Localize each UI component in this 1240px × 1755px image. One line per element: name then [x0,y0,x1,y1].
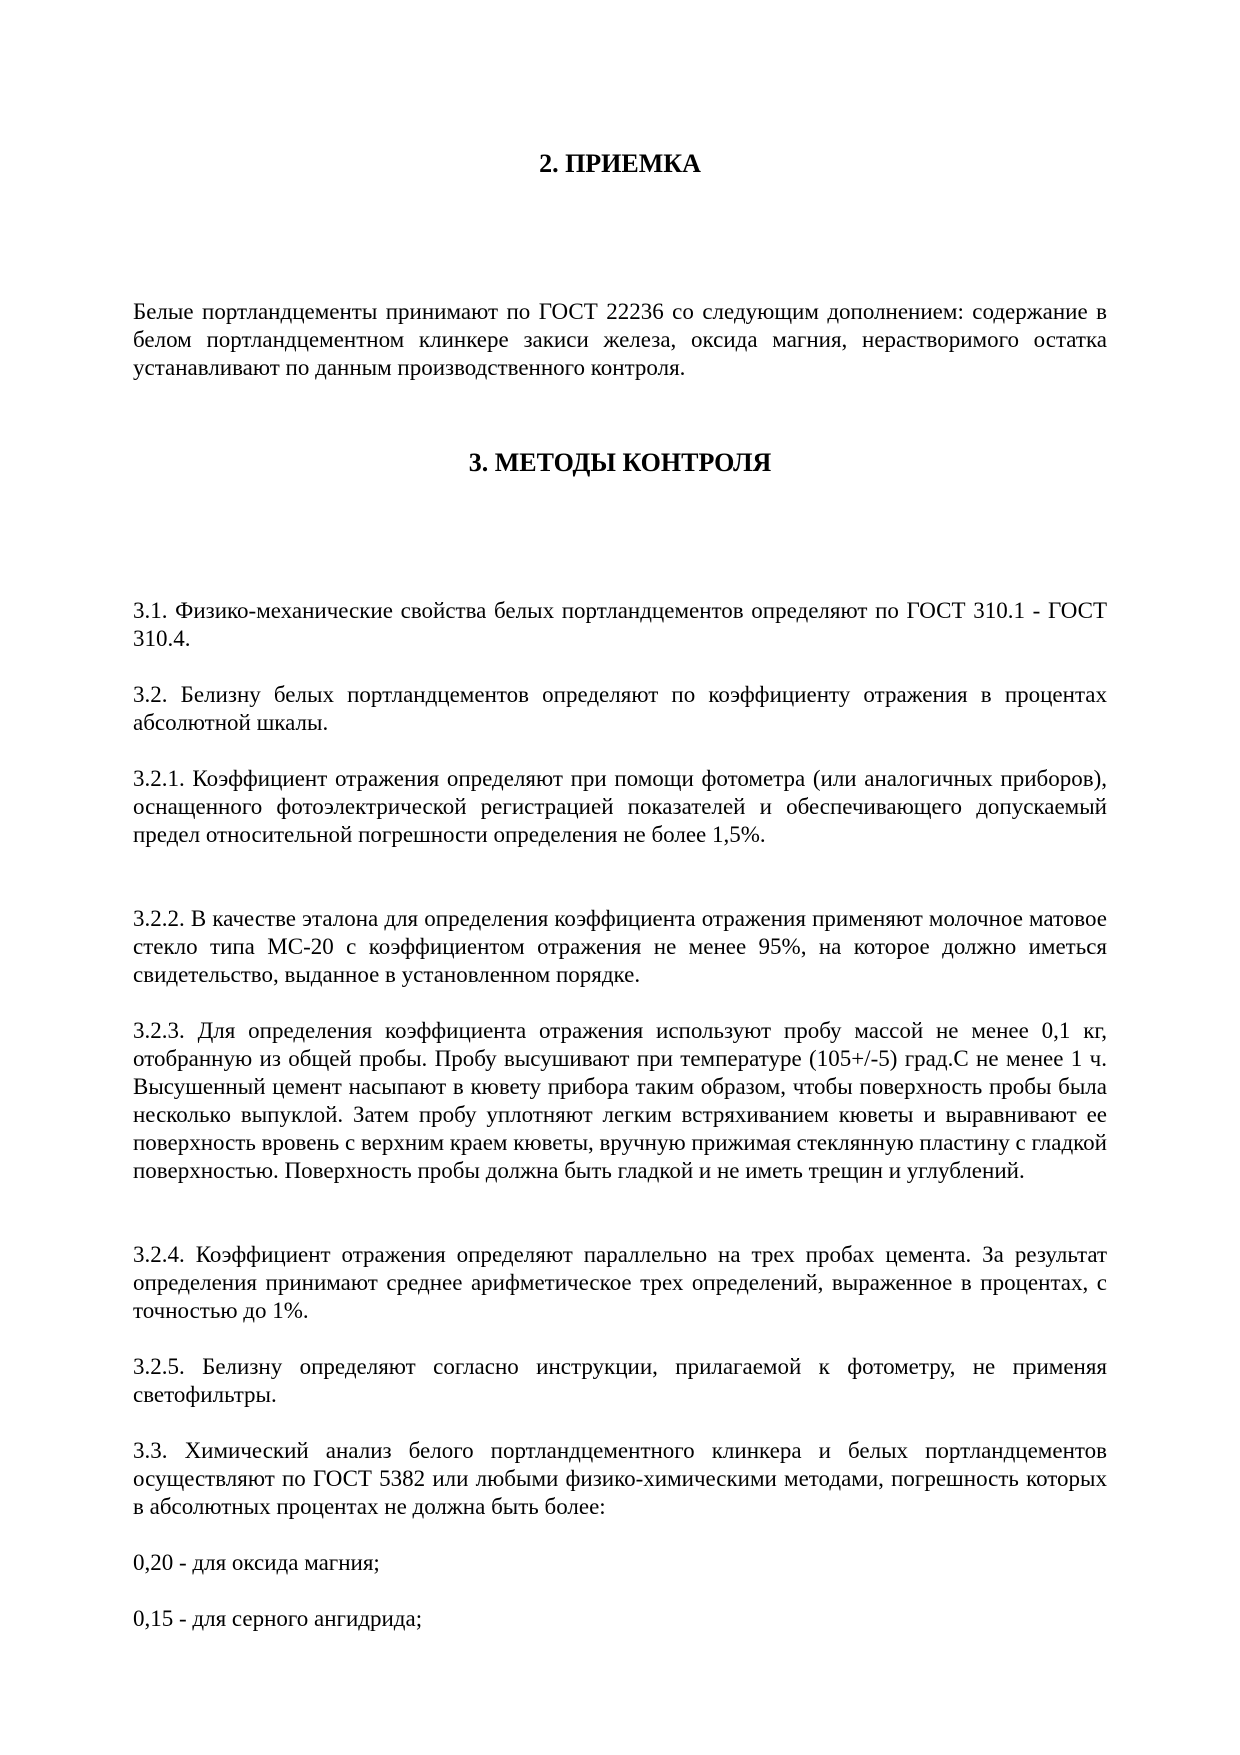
paragraph-3-2-2: 3.2.2. В качестве эталона для определения коэффициента отражения применяют молочное матовое стекло типа МС-20 с коэффициентом отражения не менее 95%, на которое должно иметься свидетельство, выданное в установленном порядке. [133,906,1107,987]
limit-item-sulfuric-anhydride: 0,15 - для серного ангидрида; [133,1606,423,1631]
section-title-acceptance: 2. ПРИЕМКА [539,149,701,178]
paragraph-3-2-1: 3.2.1. Коэффициент отражения определяют при помощи фотометра (или аналогичных приборов), оснащенного фотоэлектрической регистрацией показателей и обеспечивающего допускаемый предел относительной погрешности определения не более 1,5%. [133,766,1107,847]
paragraph-3-2-4: 3.2.4. Коэффициент отражения определяют параллельно на трех пробах цемента. За результат определения принимают среднее арифметическое трех определений, выраженное в процентах, с точностью до 1%. [133,1242,1107,1323]
limit-item-magnesium-oxide: 0,20 - для оксида магния; [133,1550,380,1575]
paragraph-acceptance: Белые портландцементы принимают по ГОСТ 22236 со следующим дополнением: содержание в белом портландцементном клинкере закиси железа, оксида магния, нерастворимого остатка устанавливают по данным производственного контроля. [133,299,1107,380]
paragraph-3-3: 3.3. Химический анализ белого портландцементного клинкера и белых портландцементов осуществляют по ГОСТ 5382 или любыми физико-химическими методами, погрешность которых в абсолютных процентах не должна быть более: [133,1438,1107,1519]
section-title-methods: 3. МЕТОДЫ КОНТРОЛЯ [468,448,772,477]
paragraph-3-1: 3.1. Физико-механические свойства белых портландцементов определяют по ГОСТ 310.1 - ГОСТ 310.4. [133,598,1107,651]
paragraph-3-2-3: 3.2.3. Для определения коэффициента отражения используют пробу массой не менее 0,1 кг, отобранную из общей пробы. Пробу высушивают при температуре (105+/-5) град.С не менее 1 ч. Высушенный цемент насыпают в кювету прибора таким образом, чтобы поверхность пробы была несколько выпуклой. Затем пробу уплотняют легким встряхиванием кюветы и выравнивают ее поверхность вровень с верхним краем кюветы, вручную прижимая стеклянную пластину с гладкой поверхностью. Поверхность пробы должна быть гладкой и не иметь трещин и углублений. [133,1018,1107,1183]
paragraph-3-2-5: 3.2.5. Белизну определяют согласно инструкции, прилагаемой к фотометру, не применяя светофильтры. [133,1354,1107,1407]
paragraph-3-2: 3.2. Белизну белых портландцементов определяют по коэффициенту отражения в процентах абсолютной шкалы. [133,682,1107,735]
